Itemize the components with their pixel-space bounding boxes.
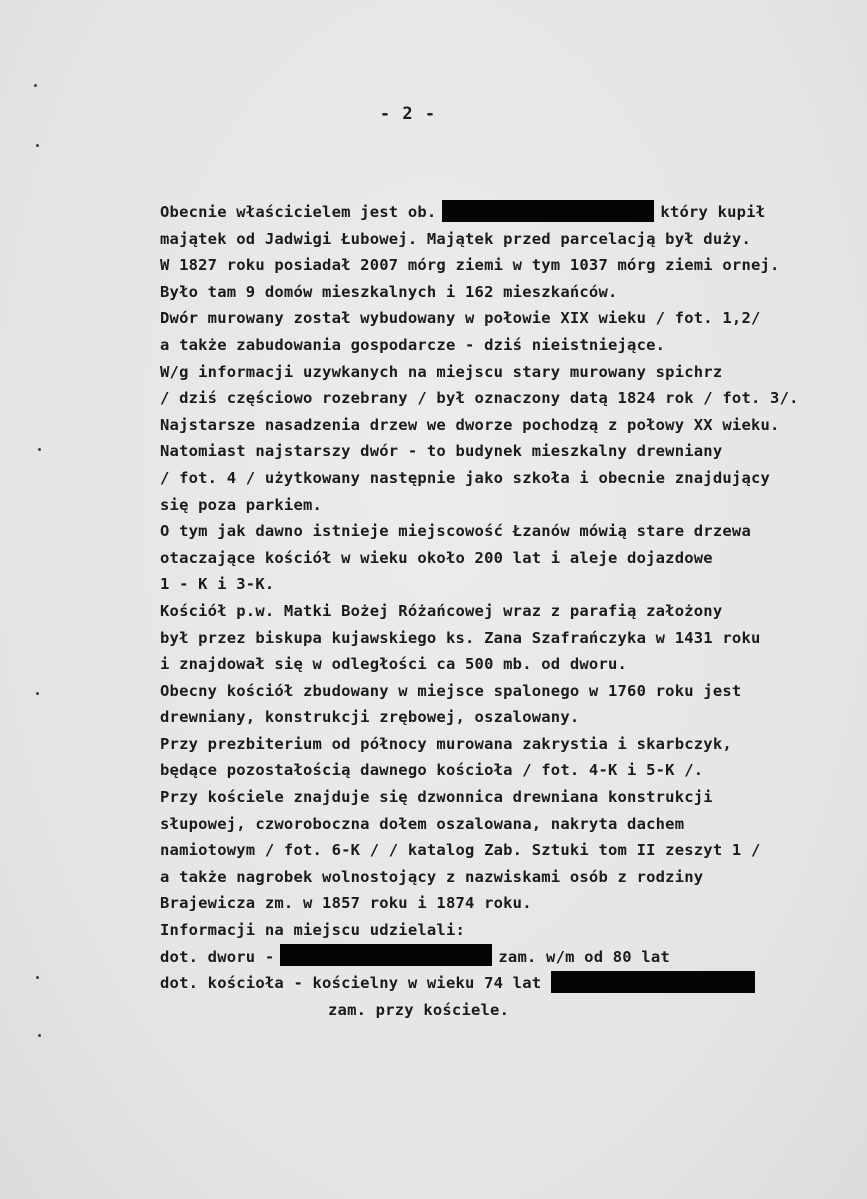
punch-mark	[36, 144, 39, 147]
text-line: Brajewicza zm. w 1857 roku i 1874 roku.	[160, 894, 532, 913]
text-line: O tym jak dawno istnieje miejscowość Łzanów mówią stare drzewa	[160, 522, 751, 541]
text-line: zam. przy kościele.	[328, 1000, 510, 1019]
text-line: Było tam 9 domów mieszkalnych i 162 mieszkańców.	[160, 282, 618, 301]
text-line: a także zabudowania gospodarcze - dziś nieistniejące.	[160, 335, 666, 354]
redaction-bar	[551, 971, 755, 993]
punch-mark	[36, 692, 39, 695]
punch-mark	[34, 84, 37, 87]
text-line: był przez biskupa kujawskiego ks. Zana Szafrańczyka w 1431 roku	[160, 628, 761, 647]
typed-text-body	[160, 199, 860, 1023]
text-line: 1 - K i 3-K.	[160, 575, 275, 594]
text-line: Najstarsze nasadzenia drzew we dworze pochodzą z połowy XX wieku.	[160, 415, 780, 434]
text-line: namiotowym / fot. 6-K / / katalog Zab. Sztuki tom II zeszyt 1 /	[160, 841, 761, 860]
redaction-bar	[280, 944, 492, 966]
text-line: W/g informacji uzywkanych na miejscu stary murowany spichrz	[160, 362, 723, 381]
text-line: / fot. 4 / użytkowany następnie jako szkoła i obecnie znajdujący	[160, 468, 771, 487]
text-line: się poza parkiem.	[160, 495, 323, 514]
redaction-bar	[442, 200, 654, 222]
text-line: majątek od Jadwigi Łubowej. Majątek przed parcelacją był duży.	[160, 229, 751, 248]
text-line: Obecnie właścicielem jest ob. który kupił	[160, 199, 860, 226]
punch-mark	[38, 448, 41, 451]
text-line: Kościół p.w. Matki Bożej Różańcowej wraz z parafią założony	[160, 601, 723, 620]
text-line: dot. dworu - zam. w/m od 80 lat	[160, 944, 860, 971]
punch-mark	[36, 976, 39, 979]
text-line: Przy kościele znajduje się dzwonnica drewniana konstrukcji	[160, 788, 713, 807]
text-line: otaczające kościół w wieku około 200 lat i aleje dojazdowe	[160, 548, 713, 567]
text-line: słupowej, czworoboczna dołem oszalowana, nakryta dachem	[160, 814, 685, 833]
text-line: i znajdował się w odległości ca 500 mb. od dworu.	[160, 655, 628, 674]
text-line: będące pozostałością dawnego kościoła / fot. 4-K i 5-K /.	[160, 761, 704, 780]
text-line: a także nagrobek wolnostojący z nazwiskami osób z rodziny	[160, 867, 704, 886]
text-line: dot. kościoła - kościelny w wieku 74 lat	[160, 970, 860, 997]
text-line: Natomiast najstarszy dwór - to budynek mieszkalny drewniany	[160, 442, 723, 461]
punch-mark	[38, 1034, 41, 1037]
text-line: Dwór murowany został wybudowany w połowie XIX wieku / fot. 1,2/	[160, 309, 761, 328]
text-line: Informacji na miejscu udzielali:	[160, 921, 466, 940]
text-line: drewniany, konstrukcji zrębowej, oszalowany.	[160, 708, 580, 727]
text-line: Przy prezbiterium od północy murowana zakrystia i skarbczyk,	[160, 734, 732, 753]
page-number: - 2 -	[379, 104, 437, 124]
text-line: W 1827 roku posiadał 2007 mórg ziemi w tym 1037 mórg ziemi ornej.	[160, 256, 780, 275]
text-line: Obecny kościół zbudowany w miejsce spalonego w 1760 roku jest	[160, 681, 742, 700]
text-line: / dziś częściowo rozebrany / był oznaczony datą 1824 rok / fot. 3/.	[160, 389, 799, 408]
